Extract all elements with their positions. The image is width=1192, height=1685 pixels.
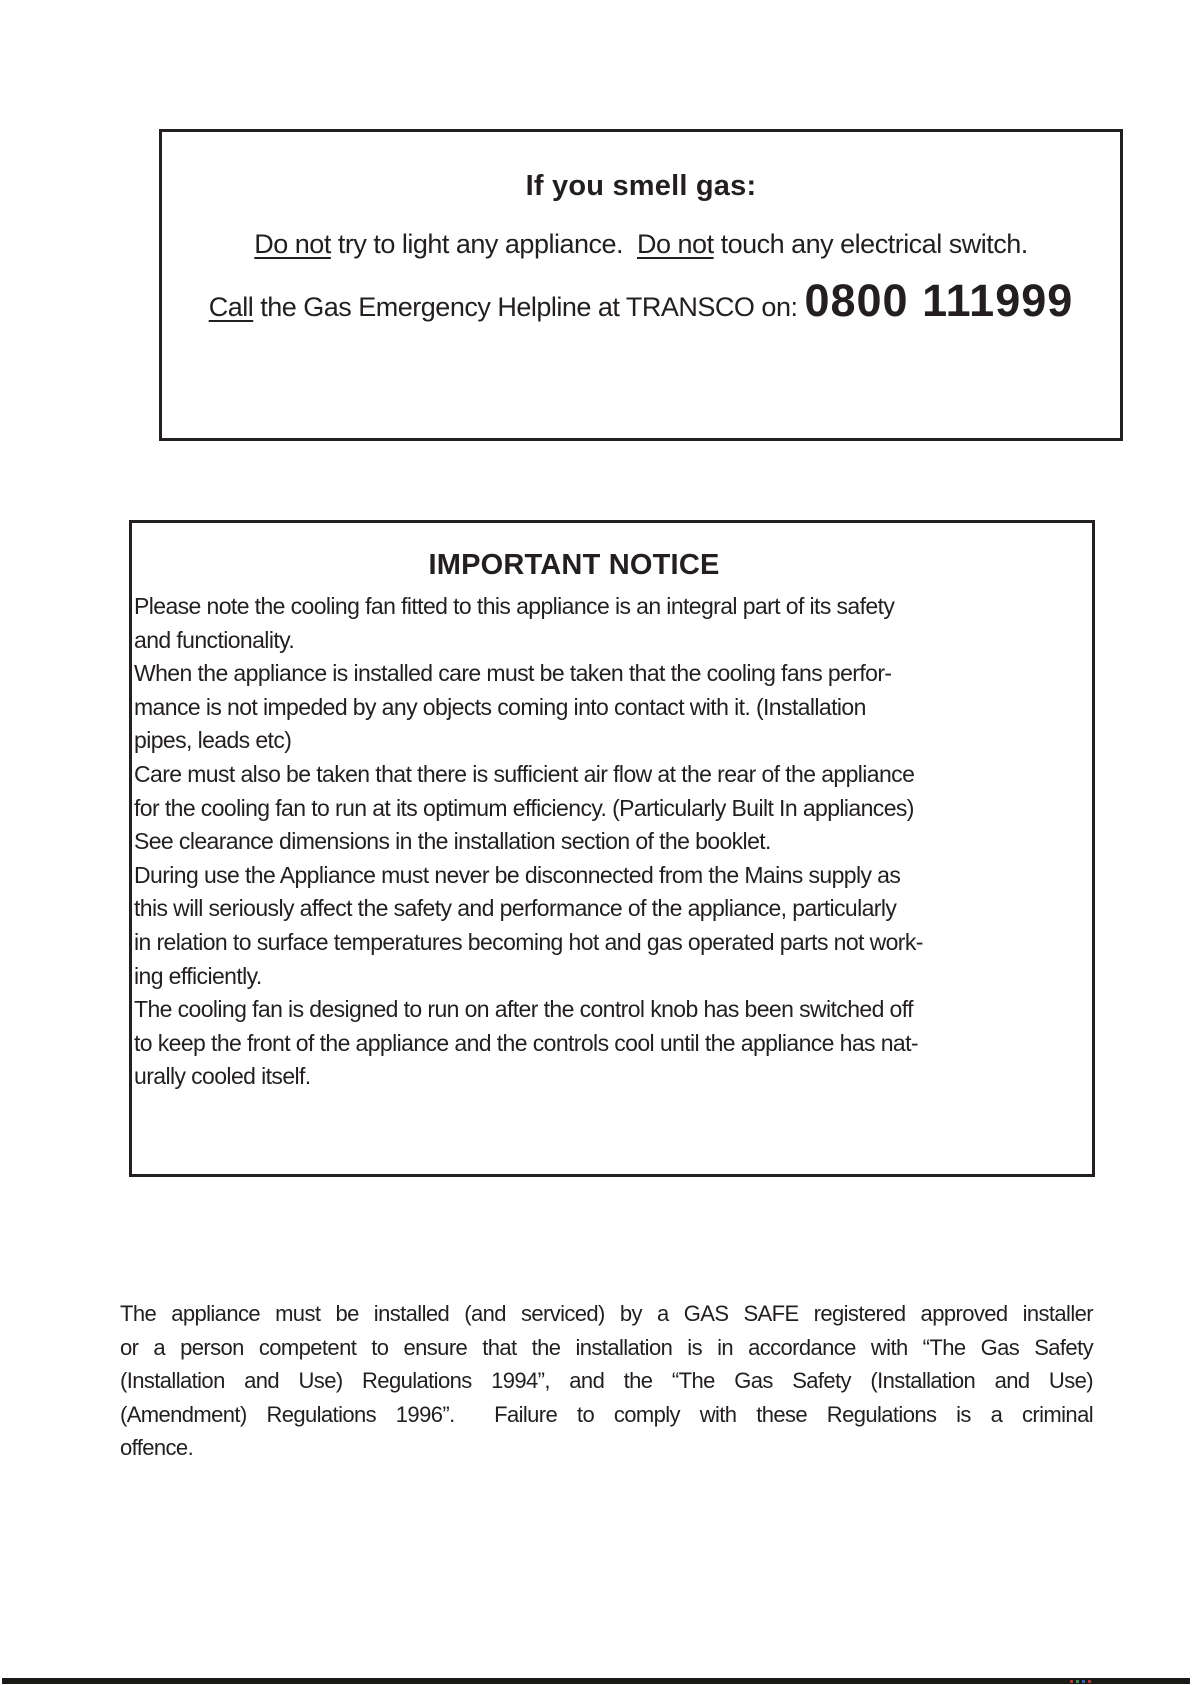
gas-safe-regulations-paragraph [120,1297,1093,1465]
do-not-underlined: Do not [254,229,331,259]
gas-call-line [162,275,1120,327]
text-line: Care must also be taken that there is sufficient air flow at the rear of the appliance [134,760,915,787]
text-line: When the appliance is installed care must be taken that the cooling fans perfor- [134,660,892,687]
text-line: ing efficiently. [134,962,262,989]
text-line: (Amendment) Regulations 1996”. Failure to comply with these Regulations is a criminal [120,1401,1093,1427]
text-line: and functionality. [134,626,295,653]
text-line: During use the Appliance must never be disconnected from the Mains supply as [134,861,901,888]
registration-dot [1082,1680,1085,1683]
emergency-phone-number: 0800 111999 [804,275,1074,326]
call-text: the Gas Emergency Helpline at TRANSCO on: [253,292,805,322]
text-line: or a person competent to ensure that the installation is in accordance with “The Gas Safety [120,1334,1093,1360]
registration-dot [1088,1680,1091,1683]
text-line: mance is not impeded by any objects coming into contact with it. (Installation [134,693,866,720]
do-not-underlined: Do not [637,229,714,259]
text-line: urally cooled itself. [134,1063,311,1090]
gas-warning-box [159,129,1123,441]
page-edge-scan-artifact [2,1678,1190,1684]
important-notice-box [129,520,1095,1177]
text-line: pipes, leads etc) [134,727,292,754]
gas-box-title: If you smell gas: [525,170,757,202]
text-line: (Installation and Use) Regulations 1994”, and the “The Gas Safety (Installation and Use) [120,1368,1093,1393]
warning-text: touch any electrical switch. [713,229,1028,259]
text-line: to keep the front of the appliance and the controls cool until the appliance has nat- [134,1029,918,1056]
text-line: The appliance must be installed (and serviced) by a GAS SAFE registered approved installer [120,1301,1093,1326]
warning-text: try to light any appliance. [330,229,638,259]
text-line: for the cooling fan to run at its optimum efficiency. (Particularly Built In appliances) [134,794,914,821]
important-notice-body [132,590,1092,1094]
gas-warning-line [162,229,1120,260]
registration-dot [1076,1680,1079,1683]
call-underlined: Call [208,292,254,322]
text-line: Please note the cooling fan fitted to this appliance is an integral part of its safety [134,593,895,619]
text-line: this will seriously affect the safety and performance of the appliance, particularly [134,895,897,922]
important-notice-title: IMPORTANT NOTICE [428,549,720,581]
scan-registration-marks [1070,1680,1091,1683]
text-line: The cooling fan is designed to run on after the control knob has been switched off [134,996,913,1023]
text-line: See clearance dimensions in the installation section of the booklet. [134,828,771,855]
registration-dot [1070,1680,1073,1683]
text-line: offence. [120,1435,194,1460]
text-line: in relation to surface temperatures becoming hot and gas operated parts not work- [134,928,923,955]
